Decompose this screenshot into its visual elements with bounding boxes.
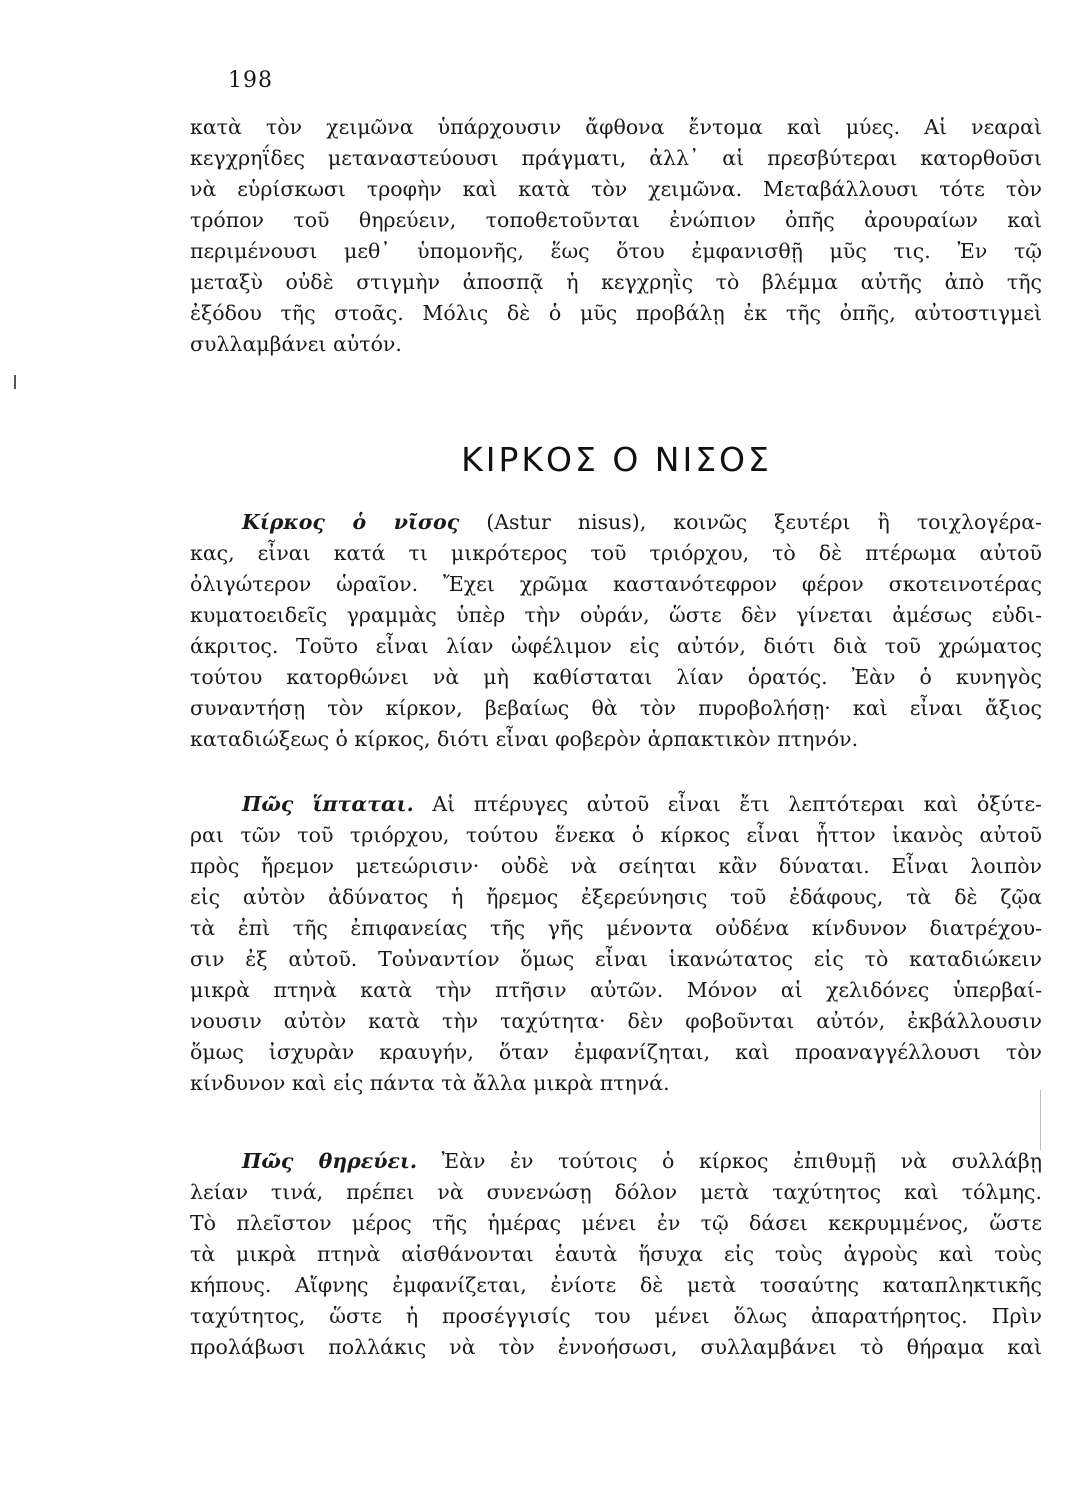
paragraph-hunting: [190, 1146, 1042, 1363]
text-line: κήπους. Αἴφνης ἐμφανίζεται, ἐνίοτε δὲ μετὰ τοσαύτης καταπληκτικῆς: [190, 1273, 1042, 1297]
text-line: ὀλιγώτερον ὡραῖον. Ἔχει χρῶμα καστανότεφρον φέρον σκοτεινοτέρας: [190, 572, 1042, 596]
text-line: καταδιώξεως ὁ κίρκος, διότι εἶναι φοβερὸν ἁρπακτικὸν πτηνόν.: [190, 727, 859, 751]
text-line-rest: Ἐὰν ἐν τούτοις ὁ κίρκος ἐπιθυμῇ νὰ συλλάβῃ: [417, 1149, 1042, 1173]
scan-speck: [14, 375, 16, 389]
text-line: προλάβωσι πολλάκις νὰ τὸν ἐννοήσωσι, συλλαμβάνει τὸ θήραμα καὶ: [190, 1335, 1042, 1359]
text-line: νὰ εὑρίσκωσι τροφὴν καὶ κατὰ τὸν χειμῶνα. Μεταβάλλουσι τότε τὸν: [190, 177, 1042, 201]
text-line: περιμένουσι μεθ᾽ ὑπομονῆς, ἕως ὅτου ἐμφανισθῇ μῦς τις. Ἐν τῷ: [190, 239, 1042, 263]
text-line: κατὰ τὸν χειμῶνα ὑπάρχουσιν ἄφθονα ἔντομα καὶ μύες. Αἱ νεαραὶ: [190, 115, 1042, 139]
text-line-first: [190, 507, 1042, 538]
paragraph-lead: Κίρκος ὁ νῖσος: [242, 510, 460, 534]
text-line: άκριτος. Τοῦτο εἶναι λίαν ὠφέλιμον εἰς αὐτόν, διότι διὰ τοῦ χρώματος: [190, 634, 1042, 658]
text-line-rest: Αἱ πτέρυγες αὐτοῦ εἶναι ἔτι λεπτότεραι καὶ ὀξύτε-: [413, 792, 1042, 816]
paragraph-flight: [190, 789, 1042, 1099]
paragraph-continuation: [190, 112, 1042, 360]
text-line: σιν ἐξ αὐτοῦ. Τοὐναντίον ὅμως εἶναι ἱκανώτατος εἰς τὸ καταδιώκειν: [190, 947, 1042, 971]
text-line: τούτου κατορθώνει νὰ μὴ καθίσταται λίαν ὁρατός. Ἐὰν ὁ κυνηγὸς: [190, 665, 1042, 689]
text-line: ἐξόδου τῆς στοᾶς. Μόλις δὲ ὁ μῦς προβάλῃ ἐκ τῆς ὀπῆς, αὐτοστιγμεὶ: [190, 301, 1042, 325]
section-heading-text: ΚΙΡΚΟΣ Ο ΝΙΣΟΣ: [461, 440, 772, 479]
text-line: ραι τῶν τοῦ τριόρχου, τούτου ἕνεκα ὁ κίρκος εἶναι ἧττον ἱκανὸς αὐτοῦ: [190, 823, 1042, 847]
text-line: ὅμως ἰσχυρὰν κραυγήν, ὅταν ἐμφανίζηται, καὶ προαναγγέλλουσι τὸν: [190, 1040, 1042, 1064]
text-line: συναντήσῃ τὸν κίρκον, βεβαίως θὰ τὸν πυροβολήσῃ· καὶ εἶναι ἄξιος: [190, 696, 1042, 720]
paragraph-lead: Πῶς ἵπταται.: [242, 792, 414, 816]
text-line: λείαν τινά, πρέπει νὰ συνενώσῃ δόλον μετὰ ταχύτητος καὶ τόλμης.: [190, 1180, 1042, 1204]
text-line: συλλαμβάνει αὐτόν.: [190, 332, 402, 356]
text-line: μεταξὺ οὐδὲ στιγμὴν ἀποσπᾷ ἡ κεγχρηῒς τὸ βλέμμα αὐτῆς ἀπὸ τῆς: [190, 270, 1042, 294]
page-number: 198: [228, 68, 273, 93]
text-line-rest: (Astur nisus), κοινῶς ξευτέρι ἢ τοιχλογέρα-: [459, 510, 1042, 534]
text-line: εἰς αὐτὸν ἀδύνατος ἡ ἤρεμος ἐξερεύνησις τοῦ ἐδάφους, τὰ δὲ ζῷα: [190, 885, 1042, 909]
text-line: κας, εἶναι κατά τι μικρότερος τοῦ τριόρχου, τὸ δὲ πτέρωμα αὐτοῦ: [190, 541, 1042, 565]
paragraph-lead: Πῶς θηρεύει.: [242, 1149, 418, 1173]
section-heading: [0, 440, 1069, 479]
text-line-first: [190, 789, 1042, 820]
paragraph-description: [190, 507, 1042, 755]
text-line: κεγχρηΐδες μεταναστεύουσι πράγματι, ἀλλ᾽ αἱ πρεσβύτεραι κατορθοῦσι: [190, 146, 1042, 170]
text-line: πρὸς ἤρεμον μετεώρισιν· οὐδὲ νὰ σείηται κἂν δύναται. Εἶναι λοιπὸν: [190, 854, 1042, 878]
text-line: τρόπον τοῦ θηρεύειν, τοποθετοῦνται ἐνώπιον ὀπῆς ἀρουραίων καὶ: [190, 208, 1042, 232]
text-line: κίνδυνον καὶ εἰς πάντα τὰ ἄλλα μικρὰ πτηνά.: [190, 1071, 670, 1095]
text-line: Τὸ πλεῖστον μέρος τῆς ἡμέρας μένει ἐν τῷ δάσει κεκρυμμένος, ὥστε: [190, 1211, 1042, 1235]
text-line: κυματοειδεῖς γραμμὰς ὑπὲρ τὴν οὐράν, ὥστε δὲν γίνεται ἀμέσως εὐδι-: [190, 603, 1042, 627]
text-line: τὰ ἐπὶ τῆς ἐπιφανείας τῆς γῆς μένοντα οὐδένα κίνδυνον διατρέχου-: [190, 916, 1042, 940]
text-line-first: [190, 1146, 1042, 1177]
text-line: μικρὰ πτηνὰ κατὰ τὴν πτῆσιν αὐτῶν. Μόνον αἱ χελιδόνες ὑπερβαί-: [190, 978, 1042, 1002]
text-line: ταχύτητος, ὥστε ἡ προσέγγισίς του μένει ὅλως ἀπαρατήρητος. Πρὶν: [190, 1304, 1042, 1328]
text-line: νουσιν αὐτὸν κατὰ τὴν ταχύτητα· δὲν φοβοῦνται αὐτόν, ἐκβάλλουσιν: [190, 1009, 1042, 1033]
text-line: τὰ μικρὰ πτηνὰ αἰσθάνονται ἑαυτὰ ἥσυχα εἰς τοὺς ἀγροὺς καὶ τοὺς: [190, 1242, 1042, 1266]
scan-edge-line: [1040, 1090, 1041, 1150]
